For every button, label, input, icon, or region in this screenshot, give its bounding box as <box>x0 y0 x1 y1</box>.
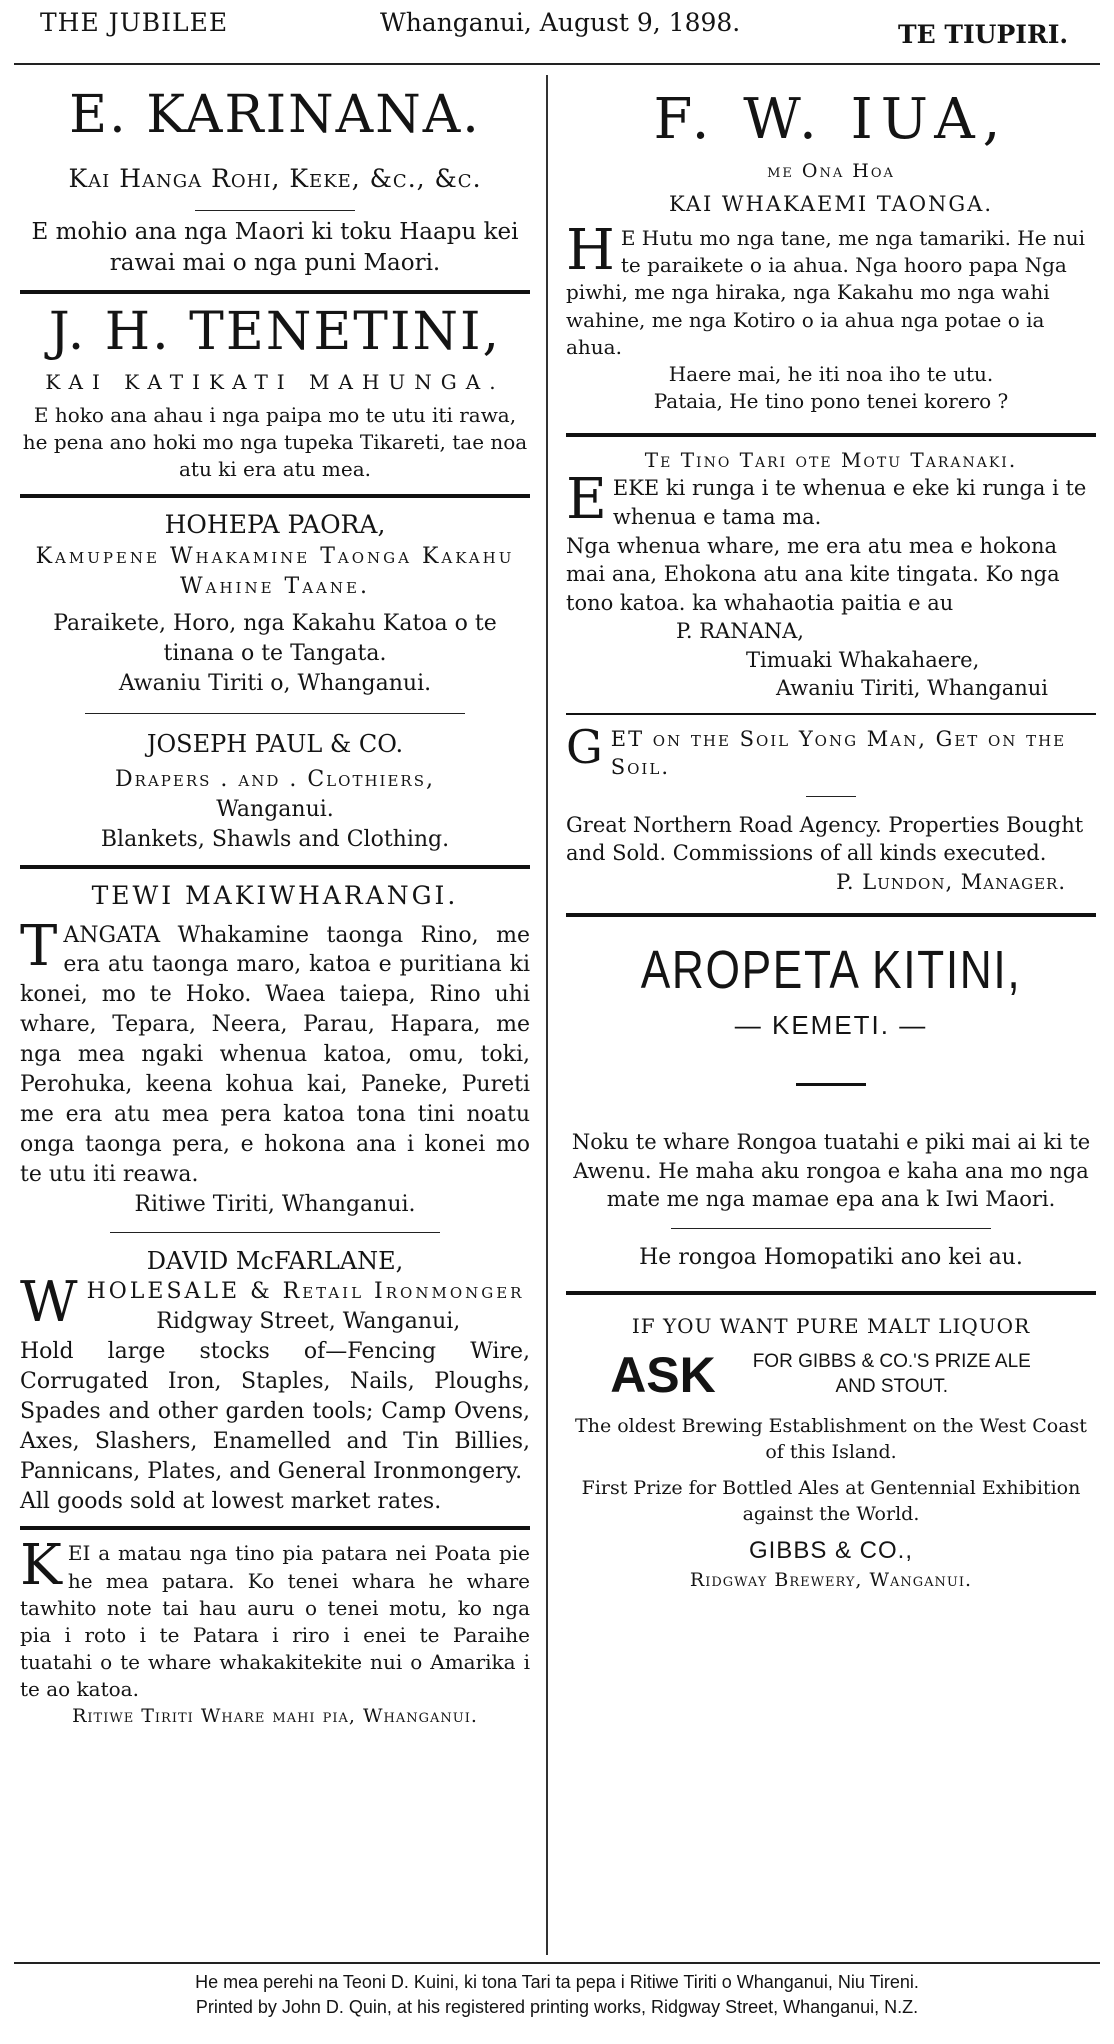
ad-gibbs-headline: IF YOU WANT PURE MALT LIQUOR <box>631 1313 1031 1338</box>
ad-lundon-signature: P. Lundon, Manager. <box>836 870 1066 895</box>
ad-joseph-paul-trade: Drapers . and . Clothiers, <box>115 766 435 792</box>
ad-iua-line2: Haere mai, he iti noa iho te utu. <box>668 361 994 386</box>
ad-ranana-title: Te Tino Tari ote Motu Taranaki. <box>644 448 1018 473</box>
masthead-title-maori: TE TIUPIRI. <box>898 20 1069 49</box>
ad-paora-address: Awaniu Tiriti o, Whanganui. <box>118 671 432 697</box>
rule <box>566 713 1096 715</box>
imprint-rule <box>14 1962 1100 1964</box>
ad-iua-text: E Hutu mo nga tane, me nga tamariki. He nui te paraikete o ia ahua. Nga hooro papa Nga piwhi, me nga hiraka, nga Kakahu mo nga wahi wahine, me nga Kotiro o ia ahua nga potae o ia ahua. <box>566 225 1086 359</box>
ad-paora-name: HOHEPA PAORA, <box>164 509 386 539</box>
ad-tenetini-name: J. H. TENETINI, <box>48 301 502 362</box>
ad-tenetini-text: E hoko ana ahau i nga paipa mo te utu iti rawa, he pena ano hoki mo nga tupeka Tikareti, tae noa atu ki era atu mea. <box>22 403 528 482</box>
drop-cap: G <box>566 719 605 774</box>
ad-ranana-agent: P. RANANA, <box>676 619 804 644</box>
ad-ranana-address: Awaniu Tiriti, Whanganui <box>776 676 1049 701</box>
ad-iua-line3: Pataia, He tino pono tenei korero ? <box>653 389 1009 414</box>
ad-poata <box>20 1533 530 1729</box>
divider <box>806 796 856 797</box>
ad-ranana-text: EKE ki runga i te whenua e eke ki runga i te whenua e tama ma. <box>612 476 1087 530</box>
right-column <box>566 75 1096 1594</box>
masthead <box>0 0 1114 66</box>
ad-iua-trade: KAI WHAKAEMI TAONGA. <box>668 192 994 217</box>
imprint-english: Printed by John D. Quin, at his registered printing works, Ridgway Street, Whanganui, N.Z. <box>195 1997 919 2018</box>
ad-joseph-paul-goods: Blankets, Shawls and Clothing. <box>100 826 450 852</box>
rule <box>20 1526 530 1530</box>
ad-iua-body <box>566 217 1096 361</box>
ad-kitini-trade: — KEMETI. — <box>734 1009 928 1040</box>
ad-makiwharangi <box>20 879 530 1220</box>
rule <box>566 433 1096 437</box>
ad-tenetini-trade: KAI KATIKATI MAHUNGA. <box>45 369 505 394</box>
ad-paora-text: Paraikete, Horo, nga Kakahu Katoa o te tinana o te Tangata. <box>53 611 497 667</box>
ad-lundon-headline: ET on the Soil Yong Man, Get on the Soil. <box>610 726 1067 780</box>
rule <box>20 494 530 498</box>
rule <box>20 290 530 294</box>
ad-makiwharangi-name: TEWI MAKIWHARANGI. <box>91 880 459 910</box>
ad-poata-body <box>20 1533 530 1703</box>
ad-karinana-text: E mohio ana nga Maori ki toku Haapu kei rawai mai o nga puni Maori. <box>31 219 519 277</box>
ad-kitini-name: AROPETA KITINI, <box>640 939 1022 1000</box>
ad-karinana <box>20 75 530 280</box>
ad-gibbs <box>566 1313 1096 1594</box>
ad-kitini-homeopathy: He rongoa Homopatiki ano kei au. <box>639 1244 1023 1270</box>
ad-karinana-trade: Kai Hanga Rohi, Keke, &c., &c. <box>68 164 482 194</box>
divider <box>195 210 355 211</box>
ad-joseph-paul-town: Wanganui. <box>216 796 334 822</box>
divider <box>671 1228 991 1229</box>
ad-mcfarlane <box>20 1245 530 1517</box>
ad-ranana-role: Timuaki Whakahaere, <box>746 647 980 672</box>
ad-ranana-text2: Nga whenua whare, me era atu mea e hokona mai ana, Ehokona atu ana kite tingata. Ko nga tono katoa. ka whahaotia paitia e au <box>566 533 1060 615</box>
imprint-maori: He mea perehi na Teoni D. Kuini, ki tona Tari ta pepa i Ritiwe Tiriti o Whanganui, Niu Tireni. <box>195 1972 919 1992</box>
ad-poata-text: EI a matau nga tino pia patara nei Poata pie he mea patara. Ko tenei whara he whare tawhito note tai hau auru o tenei motu, ko nga pia i roto i te Patara i riro i enei te Paraihe tuatahi o te whare whakakitekite nui o Amarika i te ao katoa. <box>20 1541 530 1702</box>
rule <box>566 913 1096 917</box>
ad-mcfarlane-closing: All goods sold at lowest market rates. <box>20 1488 442 1514</box>
masthead-rule <box>14 63 1100 65</box>
ad-paora-trade: Kamupene Whakamine Taonga Kakahu Wahine Taane. <box>35 543 515 599</box>
ad-iua <box>566 75 1096 415</box>
masthead-title-english: THE JUBILEE <box>40 8 229 37</box>
ad-iua-name: F. W. IUA, <box>653 87 1009 152</box>
rule <box>566 1291 1096 1295</box>
ad-gibbs-text1: The oldest Brewing Establishment on the West Coast of this Island. <box>575 1415 1087 1463</box>
ad-karinana-name: E. KARINANA. <box>69 85 481 145</box>
ad-mcfarlane-text: Hold large stocks of—Fencing Wire, Corrugated Iron, Staples, Nails, Ploughs, Spades and other garden tools; Camp Ovens, Axes, Slashers, Enamelled and Tin Billies, Pannicans, Plates, and General Ironmongery. <box>20 1339 530 1484</box>
rule <box>20 865 530 869</box>
ad-gibbs-ask-block <box>566 1346 1096 1404</box>
column-divider <box>546 75 548 1955</box>
ad-lundon-headline-line <box>566 719 1096 782</box>
ad-lundon <box>566 719 1096 897</box>
divider <box>796 1083 866 1086</box>
drop-cap: T <box>20 913 58 979</box>
ad-joseph-paul-name: JOSEPH PAUL & CO. <box>146 730 404 759</box>
divider <box>110 1232 440 1233</box>
ad-ranana <box>566 447 1096 703</box>
imprint <box>14 1962 1100 2020</box>
ad-mcfarlane-trade: HOLESALE & Retail Ironmonger <box>86 1279 525 1305</box>
divider <box>85 713 465 714</box>
ad-makiwharangi-address: Ritiwe Tiriti, Whanganui. <box>134 1191 416 1217</box>
ad-mcfarlane-name: DAVID McFARLANE, <box>146 1246 404 1275</box>
ad-ranana-body <box>566 467 1096 533</box>
ad-poata-footer: Ritiwe Tiriti Whare mahi pia, Whanganui. <box>72 1704 478 1727</box>
ad-paora <box>20 508 530 700</box>
ad-makiwharangi-text: ANGATA Whakamine taonga Rino, me era atu taonga maro, katoa e puritiana ki konei, mo te Hoko. Waea taiepa, Rino uhi whare, Tepara, Neera, Parau, Hapara, me nga mea ngaki whenua katoa, omu, toki, Perohuka, keena kohua kai, Paneke, Pureti me era atu mea pera katoa tona tini noatu onga taonga pera, e hokona ana i konei mo te utu iti reawa. <box>20 922 530 1187</box>
ad-gibbs-ask-text: FOR GIBBS & CO.'S PRIZE ALE AND STOUT. <box>752 1351 1031 1398</box>
ad-iua-partners: me Ona Hoa <box>767 159 895 182</box>
ad-gibbs-ask: ASK <box>610 1347 716 1404</box>
drop-cap: H <box>566 217 615 283</box>
ad-kitini <box>566 927 1096 1273</box>
ad-mcfarlane-address: Ridgway Street, Wanganui, <box>156 1309 461 1335</box>
ad-lundon-text: Great Northern Road Agency. Properties Bought and Sold. Commissions of all kinds executed. <box>566 812 1084 866</box>
ad-tenetini <box>20 301 530 484</box>
drop-cap: K <box>20 1533 62 1599</box>
drop-cap: W <box>20 1270 81 1336</box>
drop-cap: E <box>566 467 607 533</box>
ad-joseph-paul <box>20 728 530 854</box>
ad-gibbs-name: GIBBS & CO., <box>748 1537 914 1565</box>
ad-gibbs-address: Ridgway Brewery, Wanganui. <box>689 1569 973 1591</box>
masthead-date: Whanganui, August 9, 1898. <box>380 8 741 37</box>
left-column <box>20 75 530 1729</box>
ad-kitini-text: Noku te whare Rongoa tuatahi e piki mai ai ki te Awenu. He maha aku rongoa e kaha ana mo nga mate me nga mamae epa ana k Iwi Maori. <box>571 1130 1091 1212</box>
ad-gibbs-text2: First Prize for Bottled Ales at Gentennial Exhibition against the World. <box>581 1476 1081 1525</box>
ad-makiwharangi-body <box>20 913 530 1190</box>
